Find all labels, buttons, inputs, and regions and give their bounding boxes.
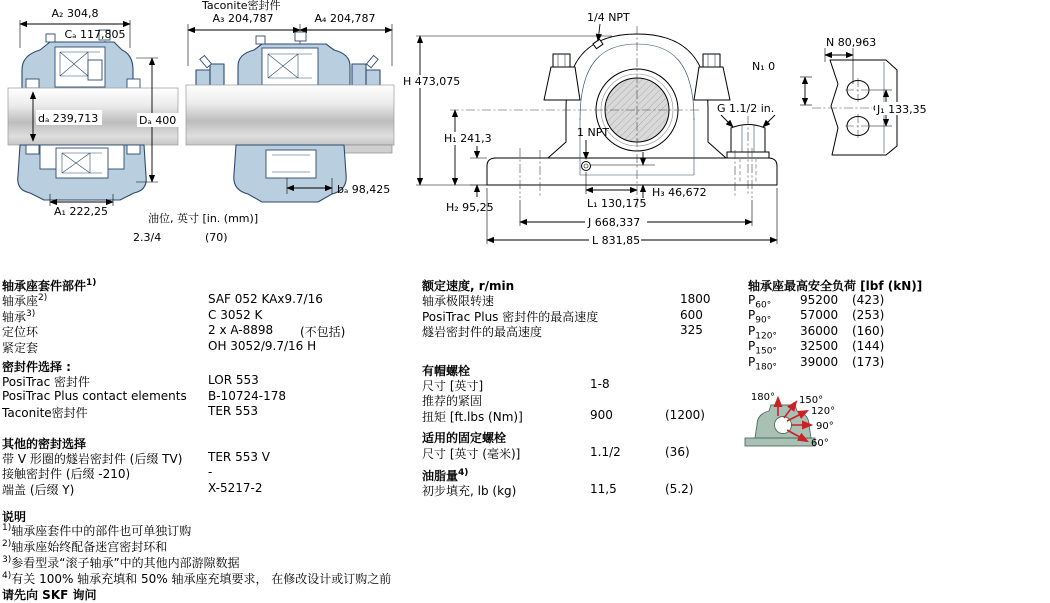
housing-front-view-drawing — [402, 11, 777, 247]
row-value: 57000 — [800, 308, 839, 323]
spec-row-bearing — [2, 308, 420, 323]
section-heading-notes: 说明 — [2, 510, 27, 525]
oil-level-value-mm: (70) — [205, 231, 228, 244]
footnote-4 — [2, 571, 420, 587]
footnote-marker: 1) — [86, 278, 97, 288]
angle-label-90: 90° — [816, 421, 834, 432]
footnote-2 — [2, 539, 420, 555]
row-value: - — [208, 465, 213, 480]
footnote-text: 轴承座始终配备迷宫密封环和 — [11, 540, 168, 555]
row-value: 95200 — [800, 292, 839, 307]
dim-a2-label: A₂ 304,8 — [51, 7, 99, 20]
dim-h1-label: H₁ 241,3 — [444, 132, 492, 145]
row-label — [748, 308, 772, 326]
heading-text: 轴承座套件部件 — [2, 279, 87, 293]
spec-row-foundation-bolt-size — [422, 445, 744, 460]
angle-label-150: 150° — [799, 395, 824, 406]
row-value: 39000 — [800, 354, 839, 369]
p-symbol: P — [748, 292, 756, 307]
footnote-footer: 请先向 SKF 询问 — [2, 588, 97, 603]
row-value: 600 — [680, 307, 703, 322]
angle-subscript: 90° — [755, 315, 772, 326]
spec-row-cap-bolt-size — [422, 377, 744, 392]
footnote-text: 轴承座套件中的部件也可单独订购 — [11, 524, 192, 539]
section-heading-other-seals: 其他的密封选择 — [2, 436, 87, 451]
row-value: 32500 — [800, 339, 839, 354]
row-value: OH 3052/9.7/16 H — [208, 338, 317, 353]
spec-row-end-cover — [2, 481, 420, 496]
row-label: 带 V 形圈的燧岩密封件 (后缀 TV) — [2, 451, 183, 466]
row-value-metric: (5.2) — [665, 482, 694, 497]
spec-row-bearing-limit-speed — [422, 292, 744, 307]
section-heading-speed: 额定速度, r/min — [422, 279, 515, 293]
row-label: 紧定套 — [2, 340, 39, 355]
spec-row-housing — [2, 292, 420, 307]
spec-row-adapter-sleeve — [2, 339, 420, 354]
row-value: SAF 052 KAx9.7/16 — [208, 292, 323, 307]
row-label — [748, 292, 772, 310]
angle-label-180: 180° — [750, 392, 775, 403]
dim-a4-label: A₄ 204,787 — [314, 12, 376, 25]
dim-Da-label: Dₐ 400 — [139, 114, 177, 127]
ratings-column — [422, 277, 744, 498]
spec-row-p150 — [748, 339, 1048, 355]
angle-subscript: 60° — [755, 299, 772, 310]
spec-row-positrac-plus-speed — [422, 308, 744, 323]
dim-j1-label: J₁ 133,35 — [877, 103, 927, 116]
row-value: B-10724-178 — [208, 388, 286, 403]
load-angle-diagram — [738, 388, 868, 460]
spec-row-p90 — [748, 308, 1048, 324]
dim-a1-label: A₁ 222,25 — [54, 205, 108, 218]
row-label: 端盖 (后缀 Y) — [2, 482, 75, 497]
p-symbol: P — [748, 308, 756, 323]
row-value: 36000 — [800, 323, 839, 338]
dim-ba-label: bₐ 98,425 — [337, 183, 391, 196]
row-value: C 3052 K — [208, 307, 263, 322]
row-value-metric: (144) — [852, 339, 885, 354]
dim-npt1-label: 1 NPT — [577, 126, 610, 139]
p-symbol: P — [748, 323, 756, 338]
row-note: (不包括) — [300, 325, 346, 340]
row-value-metric: (423) — [852, 292, 885, 307]
saf-section-drawing — [8, 7, 179, 218]
label-text: 轴承座 — [2, 294, 39, 309]
row-value-metric: (36) — [665, 444, 690, 459]
components-column — [2, 277, 420, 603]
angle-subscript: 150° — [755, 346, 777, 357]
spec-row-positrac-plus — [2, 389, 420, 404]
section-heading-foundation-bolts: 适用的固定螺栓 — [422, 431, 507, 446]
row-label: PosiTrac Plus 密封件的最高速度 — [422, 309, 599, 324]
row-value: TER 553 — [208, 404, 258, 419]
spec-row-locating-ring — [2, 323, 420, 338]
dim-h2-label: H₂ 95,25 — [446, 201, 494, 214]
row-value: 1.1/2 — [590, 444, 621, 459]
row-label: PosiTrac Plus contact elements — [2, 388, 187, 403]
dim-h3-label: H₃ 46,672 — [652, 186, 707, 199]
dim-l-label: L 831,85 — [592, 234, 641, 247]
label-text: 轴承 — [2, 309, 27, 324]
row-label: 尺寸 [英寸] — [422, 378, 484, 393]
section-heading-grease — [422, 467, 744, 482]
footnote-marker: 2) — [38, 293, 48, 304]
footnote-marker: 3) — [26, 308, 36, 319]
row-label: PosiTrac 密封件 — [2, 375, 91, 390]
oil-level-value-in: 2.3/4 — [133, 231, 162, 244]
section-heading-housing-kit — [2, 277, 420, 292]
row-value: X-5217-2 — [208, 480, 263, 495]
row-value: 325 — [680, 323, 703, 338]
row-value-metric: (160) — [852, 323, 885, 338]
angle-label-120: 120° — [811, 406, 836, 417]
row-value-metric: (253) — [852, 308, 885, 323]
row-label: Taconite密封件 — [2, 406, 88, 421]
spec-row-recommended-tightening — [422, 392, 744, 407]
footnote-1 — [2, 523, 420, 539]
spec-row-p120 — [748, 324, 1048, 340]
footnote-marker: 2) — [2, 539, 12, 550]
row-label — [748, 339, 777, 357]
row-label — [748, 323, 777, 342]
row-value-metric: (1200) — [665, 407, 705, 422]
row-value: LOR 553 — [208, 373, 259, 388]
dim-n-label: N 80,963 — [826, 36, 877, 49]
dim-h-label: H 473,075 — [403, 75, 461, 88]
heading-text: 油脂量 — [422, 468, 459, 483]
base-plate-drawing — [800, 36, 929, 155]
spec-row-taconite-speed — [422, 323, 744, 338]
spec-row-contact-seal — [2, 465, 420, 480]
row-label: 扭矩 [ft.lbs (Nm)] — [422, 409, 523, 424]
footnote-text: 有关 100% 轴承充填和 50% 轴承座充填要求， 在修改设计或订购之前 — [11, 572, 392, 587]
spec-row-p180 — [748, 355, 1048, 371]
oil-level-label: 油位, 英寸 [in. (mm)] — [148, 212, 259, 225]
section-heading-seal-options: 密封件选择 : — [2, 359, 71, 374]
row-label — [2, 294, 47, 308]
row-value: 1-8 — [590, 376, 610, 391]
dim-npt14-label: 1/4 NPT — [587, 11, 630, 24]
load-column — [748, 277, 1048, 371]
row-value: 2 x A-8898 — [208, 323, 274, 338]
dim-g-label: G 1.1/2 in. — [717, 102, 775, 115]
dim-a3-label: A₃ 204,787 — [212, 12, 274, 25]
row-label: 轴承极限转速 — [422, 294, 495, 309]
row-label: 燧岩密封件的最高速度 — [422, 325, 543, 340]
angle-subscript: 120° — [755, 331, 777, 342]
footnote-marker: 4) — [458, 467, 469, 478]
row-label: 接触密封件 (后缀 -210) — [2, 467, 131, 482]
footnote-marker: 3) — [2, 555, 12, 566]
dim-j-label: J 668,337 — [588, 216, 641, 229]
row-label — [2, 310, 35, 324]
row-label: 定位环 — [2, 325, 39, 340]
footnote-marker: 1) — [2, 523, 12, 534]
row-value: 11,5 — [590, 482, 617, 497]
spec-row-taconite-v-seal — [2, 450, 420, 465]
row-label: 初步填充, lb (kg) — [422, 484, 517, 499]
technical-drawings — [0, 0, 1050, 272]
spec-row-p60 — [748, 293, 1048, 309]
row-label: 推荐的紧固 — [422, 394, 483, 409]
footnote-marker: 4) — [2, 571, 12, 582]
footnote-text: 参看型录“滚子轴承”中的其他内部游隙数据 — [11, 556, 240, 571]
row-value: 1800 — [680, 292, 711, 307]
p-symbol: P — [748, 339, 756, 354]
spec-row-torque — [422, 408, 744, 423]
section-heading-safe-load: 轴承座最高安全负荷 [lbf (kN)] — [748, 279, 923, 293]
section-heading-cap-bolts: 有帽螺栓 — [422, 363, 471, 378]
spec-row-taconite-seal — [2, 404, 420, 419]
dim-n1-label: N₁ 0 — [752, 60, 776, 73]
dim-l1-label: L₁ 130,175 — [587, 197, 647, 210]
row-value: TER 553 V — [208, 449, 270, 464]
dim-da-bore-label: dₐ 239,713 — [38, 112, 99, 125]
angle-label-60: 60° — [811, 438, 829, 449]
dim-ca-label: Cₐ 117,805 — [64, 28, 126, 41]
row-value: 900 — [590, 407, 613, 422]
row-label — [748, 354, 777, 373]
spec-row-positrac-seal — [2, 373, 420, 388]
row-label: 尺寸 [英寸 (毫米)] — [422, 446, 521, 461]
row-value-metric: (173) — [852, 354, 885, 369]
p-symbol: P — [748, 354, 756, 369]
spec-row-initial-fill — [422, 482, 744, 497]
drawing-title-taconite: Taconite密封件 — [202, 0, 281, 12]
angle-subscript: 180° — [755, 362, 777, 373]
footnote-3 — [2, 555, 420, 571]
